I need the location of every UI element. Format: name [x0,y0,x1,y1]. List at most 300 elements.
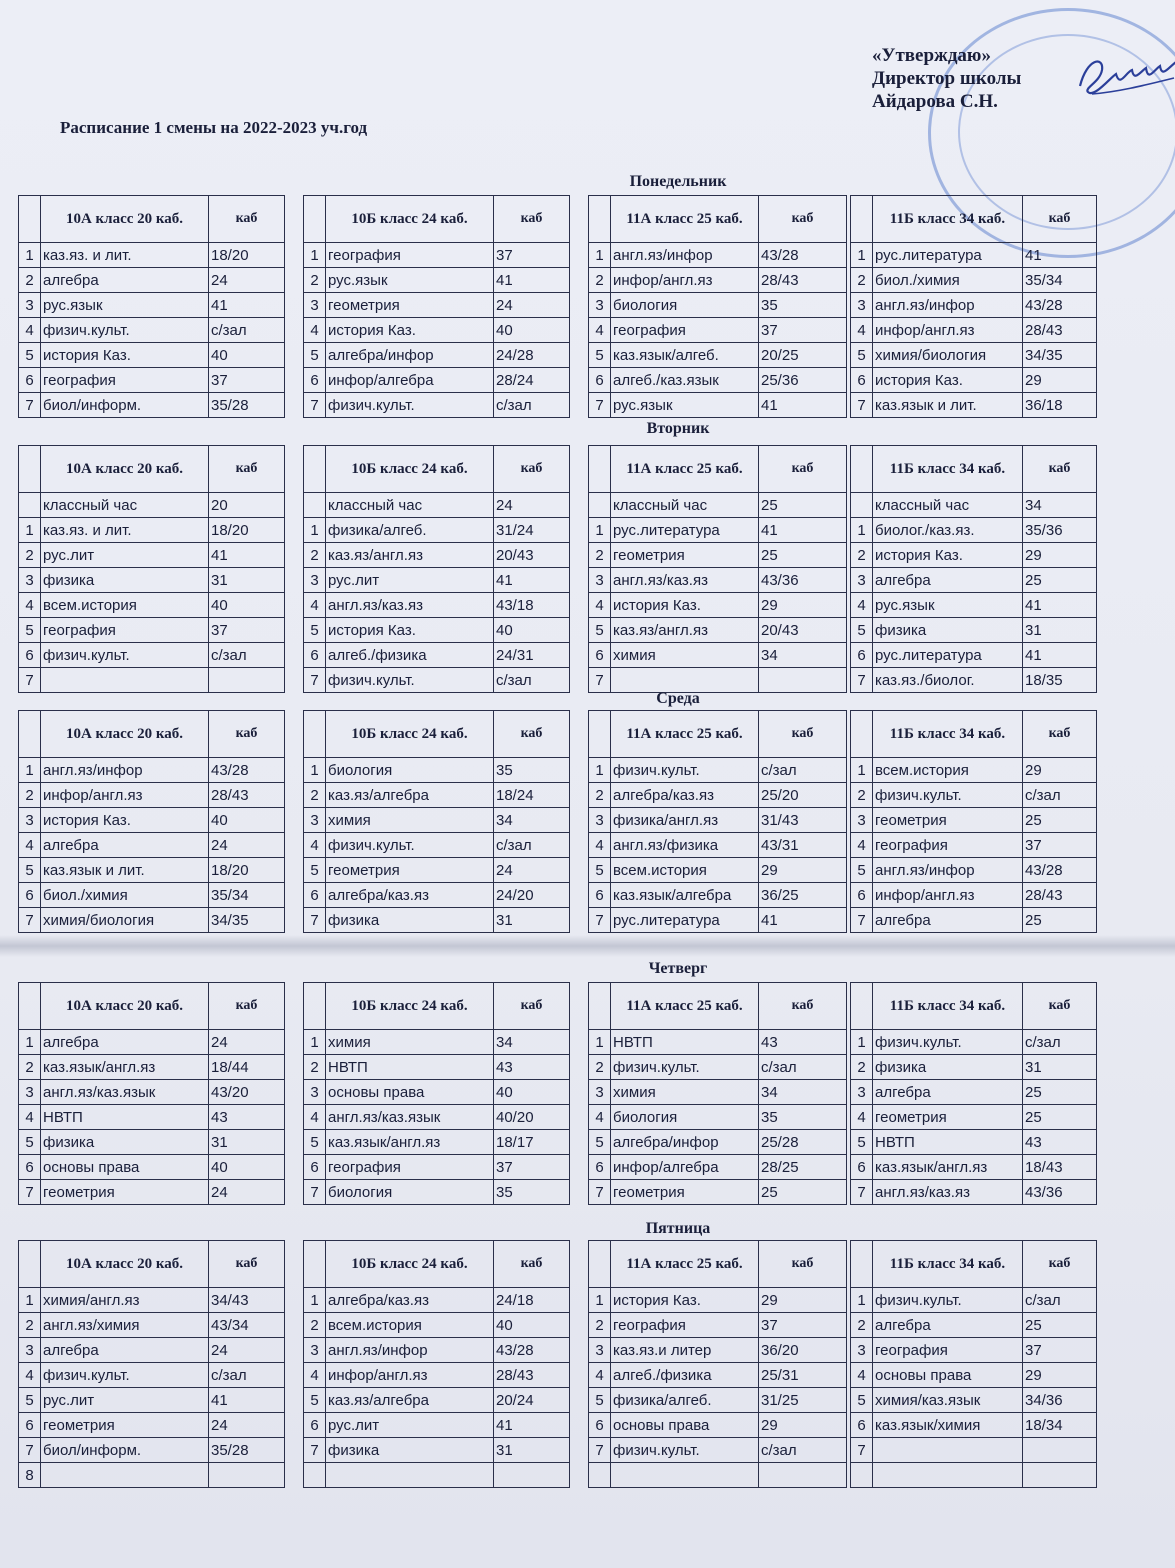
room-header: каб [759,446,847,493]
room: с/зал [759,758,847,783]
lesson-number: 4 [589,593,611,618]
class-schedule-table [588,982,847,1205]
header-empty-cell [304,196,326,243]
lesson-number: 7 [19,908,41,933]
room: 35/36 [1023,518,1097,543]
room: 18/20 [209,518,285,543]
lesson-row [589,643,847,668]
subject: алгебра/каз.яз [326,1288,494,1313]
room: 41 [494,568,570,593]
room: 24 [209,268,285,293]
room: 41 [209,293,285,318]
lesson-row [589,343,847,368]
lesson-row [304,568,570,593]
lesson-number: 7 [19,393,41,418]
subject: физич.культ. [611,1055,759,1080]
lesson-row [589,1338,847,1363]
lesson-number [851,493,873,518]
subject: основы права [326,1080,494,1105]
lesson-row [589,293,847,318]
subject: география [873,1338,1023,1363]
subject: рус.лит [326,1413,494,1438]
lesson-number: 5 [304,858,326,883]
lesson-number: 5 [19,343,41,368]
lesson-row [304,668,570,693]
subject: классный час [326,493,494,518]
lesson-row [304,268,570,293]
lesson-number: 3 [589,1338,611,1363]
subject: биология [326,1180,494,1205]
room: 18/20 [209,858,285,883]
room: 25/31 [759,1363,847,1388]
room: 29 [759,593,847,618]
lesson-number: 2 [304,1055,326,1080]
lesson-number: 2 [19,543,41,568]
lesson-number: 4 [589,833,611,858]
subject: англ.яз/каз.яз [873,1180,1023,1205]
lesson-number: 4 [851,833,873,858]
room: 29 [1023,543,1097,568]
lesson-number: 3 [19,568,41,593]
class-name: 10А класс 20 каб. [41,196,209,243]
lesson-row [851,318,1097,343]
lesson-row [19,618,285,643]
lesson-number: 3 [589,808,611,833]
lesson-row [589,808,847,833]
class-name: 10А класс 20 каб. [41,1241,209,1288]
subject: рус.язык [873,593,1023,618]
lesson-number: 7 [19,668,41,693]
subject: алгеб./каз.язык [611,368,759,393]
lesson-row [589,668,847,693]
lesson-row [851,268,1097,293]
lesson-number: 7 [304,393,326,418]
approval-line-2: Директор школы [872,68,1022,89]
room: 24 [209,1338,285,1363]
class-schedule-table [588,445,847,693]
room: с/зал [1023,783,1097,808]
lesson-number: 5 [851,1130,873,1155]
subject: англ.яз/инфор [611,243,759,268]
lesson-row [589,1030,847,1055]
lesson-row [851,883,1097,908]
room: 41 [209,543,285,568]
lesson-row [589,883,847,908]
header-empty-cell [19,711,41,758]
lesson-number: 1 [589,243,611,268]
subject: рус.литература [873,643,1023,668]
subject: каз.яз./биолог. [873,668,1023,693]
lesson-number: 7 [304,668,326,693]
lesson-row [851,643,1097,668]
lesson-row [851,293,1097,318]
subject: каз.язык и лит. [41,858,209,883]
lesson-number: 5 [304,618,326,643]
room: 24 [494,293,570,318]
room: 34 [494,1030,570,1055]
subject: англ.яз/инфор [41,758,209,783]
lesson-row [851,1363,1097,1388]
header-empty-cell [851,196,873,243]
lesson-row [851,833,1097,858]
lesson-row [19,758,285,783]
class-name: 11А класс 25 каб. [611,983,759,1030]
lesson-row [19,1155,285,1180]
room: 20 [209,493,285,518]
room: 40 [494,318,570,343]
lesson-row [19,643,285,668]
room: 43 [209,1105,285,1130]
room: 24 [209,1413,285,1438]
lesson-number: 1 [304,758,326,783]
lesson-row [304,618,570,643]
room-header: каб [494,1241,570,1288]
lesson-number: 3 [19,293,41,318]
subject: химия/биология [41,908,209,933]
room: 24/18 [494,1288,570,1313]
lesson-row [19,1105,285,1130]
lesson-number: 1 [589,1288,611,1313]
room: 31/24 [494,518,570,543]
class-name: 10Б класс 24 каб. [326,711,494,758]
lesson-row [851,243,1097,268]
subject: география [41,618,209,643]
subject: каз.яз/алгебра [326,1388,494,1413]
class-schedule-table [850,195,1097,418]
room: 20/24 [494,1388,570,1413]
subject: англ.яз/каз.язык [41,1080,209,1105]
lesson-row [589,1388,847,1413]
header-empty-cell [19,196,41,243]
room: 43/28 [209,758,285,783]
lesson-row [851,1288,1097,1313]
class-name: 10Б класс 24 каб. [326,1241,494,1288]
header-empty-cell [19,983,41,1030]
room: 43 [494,1055,570,1080]
room: 41 [1023,643,1097,668]
room: 25 [759,493,847,518]
subject: физика [41,568,209,593]
lesson-row [589,368,847,393]
lesson-row [19,783,285,808]
room: 40 [494,1080,570,1105]
room: 20/25 [759,343,847,368]
room: 25 [1023,1105,1097,1130]
subject: классный час [611,493,759,518]
lesson-number: 6 [589,883,611,908]
lesson-number: 5 [19,1388,41,1413]
subject [41,668,209,693]
room: 43/36 [1023,1180,1097,1205]
lesson-row [589,1413,847,1438]
lesson-row [589,618,847,643]
room-header: каб [759,1241,847,1288]
lesson-number: 3 [851,568,873,593]
room: с/зал [209,643,285,668]
lesson-number: 3 [851,293,873,318]
lesson-row [19,1413,285,1438]
lesson-number: 7 [851,393,873,418]
subject: химия/биология [873,343,1023,368]
subject: биол./химия [41,883,209,908]
lesson-row [304,543,570,568]
header-empty-cell [589,983,611,1030]
lesson-number: 4 [851,593,873,618]
lesson-number: 6 [19,883,41,908]
lesson-row [304,368,570,393]
class-name: 10Б класс 24 каб. [326,983,494,1030]
subject: физика [873,618,1023,643]
lesson-number: 6 [304,368,326,393]
subject: англ.яз/химия [41,1313,209,1338]
subject: основы права [873,1363,1023,1388]
day-label: Вторник [646,420,710,437]
subject: история Каз. [611,1288,759,1313]
lesson-row [589,1155,847,1180]
room: 24 [494,493,570,518]
lesson-row [589,493,847,518]
subject: НВТП [41,1105,209,1130]
lesson-number: 6 [19,1155,41,1180]
lesson-row [851,1313,1097,1338]
room: 37 [1023,1338,1097,1363]
room: 18/34 [1023,1413,1097,1438]
lesson-number: 6 [19,1413,41,1438]
room-header: каб [1023,196,1097,243]
lesson-number: 7 [851,1438,873,1463]
subject: классный час [41,493,209,518]
lesson-number: 5 [304,1130,326,1155]
subject: история Каз. [611,593,759,618]
lesson-number: 2 [19,1055,41,1080]
subject: алгебра/каз.яз [611,783,759,808]
lesson-number: 6 [851,368,873,393]
subject: биол/информ. [41,1438,209,1463]
lesson-row [304,1055,570,1080]
room: 34 [1023,493,1097,518]
room: 35 [759,293,847,318]
header-empty-cell [19,446,41,493]
lesson-row [304,833,570,858]
room: 43 [759,1030,847,1055]
subject: физика/англ.яз [611,808,759,833]
subject: рус.литература [611,518,759,543]
subject: алгебра [873,1080,1023,1105]
room-header: каб [759,983,847,1030]
lesson-row [304,908,570,933]
lesson-row [19,368,285,393]
subject: биология [326,758,494,783]
header-empty-cell [851,446,873,493]
lesson-number: 6 [851,883,873,908]
subject: физич.культ. [41,643,209,668]
subject: всем.история [873,758,1023,783]
lesson-row [304,518,570,543]
subject: рус.лит [326,568,494,593]
lesson-number: 3 [304,1080,326,1105]
lesson-row [304,393,570,418]
class-name: 11А класс 25 каб. [611,196,759,243]
subject: физич.культ. [873,783,1023,808]
subject: НВТП [326,1055,494,1080]
subject: каз.яз/алгебра [326,783,494,808]
lesson-number: 3 [19,1080,41,1105]
subject: геометрия [41,1180,209,1205]
class-name: 10А класс 20 каб. [41,711,209,758]
subject: физич.культ. [326,833,494,858]
room: 35/28 [209,393,285,418]
room: 28/43 [1023,883,1097,908]
lesson-row [19,543,285,568]
lesson-row [589,1180,847,1205]
lesson-number: 7 [304,908,326,933]
room: 35 [759,1105,847,1130]
room: 37 [759,318,847,343]
day-label: Четверг [648,960,708,977]
header-empty-cell [851,1241,873,1288]
lesson-number: 7 [589,668,611,693]
director-signature [1072,48,1175,108]
room: 31 [1023,618,1097,643]
lesson-row [19,243,285,268]
room [759,1463,847,1488]
header-empty-cell [589,711,611,758]
room: 29 [1023,368,1097,393]
lesson-row [851,368,1097,393]
subject: алгебра/инфор [611,1130,759,1155]
subject: история Каз. [41,343,209,368]
lesson-number: 1 [589,758,611,783]
lesson-number: 5 [19,1130,41,1155]
lesson-row [851,668,1097,693]
lesson-row [304,858,570,883]
subject: география [326,1155,494,1180]
lesson-row [589,858,847,883]
lesson-row [19,1338,285,1363]
lesson-row [851,1180,1097,1205]
header-empty-cell [589,196,611,243]
subject: алгеб./физика [326,643,494,668]
room [209,1463,285,1488]
lesson-number [589,493,611,518]
room: 29 [759,1288,847,1313]
room-header: каб [209,196,285,243]
lesson-row [304,883,570,908]
room: 43/20 [209,1080,285,1105]
lesson-number: 5 [851,858,873,883]
room: 31/25 [759,1388,847,1413]
room: 20/43 [494,543,570,568]
lesson-row [589,1130,847,1155]
class-schedule-table [18,982,285,1205]
lesson-number: 7 [589,393,611,418]
subject: история Каз. [873,368,1023,393]
lesson-number: 2 [851,268,873,293]
lesson-row [304,318,570,343]
lesson-row [304,243,570,268]
subject: всем.история [326,1313,494,1338]
subject: физич.культ. [611,758,759,783]
lesson-row [851,568,1097,593]
lesson-number: 1 [304,1030,326,1055]
lesson-row [851,1463,1097,1488]
room-header: каб [494,196,570,243]
subject: инфор/англ.яз [326,1363,494,1388]
subject: физика/алгеб. [611,1388,759,1413]
day-label: Пятница [645,1220,711,1237]
room: 24/31 [494,643,570,668]
lesson-number: 3 [851,1338,873,1363]
room-header: каб [759,196,847,243]
room: 34/35 [209,908,285,933]
room: 35/34 [209,883,285,908]
room: 34 [759,643,847,668]
room: 18/24 [494,783,570,808]
room: 37 [1023,833,1097,858]
subject: НВТП [873,1130,1023,1155]
header-empty-cell [19,1241,41,1288]
lesson-number: 4 [304,1363,326,1388]
room-header: каб [759,711,847,758]
subject: каз.язык/химия [873,1413,1023,1438]
room: 25 [1023,908,1097,933]
lesson-number: 5 [19,858,41,883]
room: с/зал [209,1363,285,1388]
lesson-row [851,1388,1097,1413]
class-name: 11Б класс 34 каб. [873,446,1023,493]
subject: каз.язык/англ.яз [326,1130,494,1155]
lesson-row [851,858,1097,883]
room: 25/20 [759,783,847,808]
room: 37 [494,243,570,268]
lesson-number: 1 [19,518,41,543]
room [209,668,285,693]
subject: классный час [873,493,1023,518]
subject [873,1438,1023,1463]
subject: химия/англ.яз [41,1288,209,1313]
lesson-row [589,1438,847,1463]
approval-line-1: «Утверждаю» [872,45,991,66]
subject: англ.яз/инфор [326,1338,494,1363]
room: 25 [1023,1080,1097,1105]
lesson-number: 1 [851,1030,873,1055]
lesson-row [851,783,1097,808]
class-schedule-table [588,195,847,418]
room: 28/43 [209,783,285,808]
class-name: 11Б класс 34 каб. [873,196,1023,243]
subject: рус.лит [41,1388,209,1413]
subject [611,668,759,693]
room: 37 [209,618,285,643]
room-header: каб [1023,1241,1097,1288]
lesson-row [851,618,1097,643]
lesson-row [19,1055,285,1080]
lesson-number: 7 [589,1180,611,1205]
subject: физич.культ. [873,1288,1023,1313]
lesson-number: 1 [304,1288,326,1313]
lesson-number [851,1463,873,1488]
subject: алгебра [41,268,209,293]
lesson-row [19,318,285,343]
subject: химия [611,643,759,668]
lesson-number: 4 [851,1363,873,1388]
lesson-row [19,293,285,318]
room: 43/36 [759,568,847,593]
room: 29 [1023,1363,1097,1388]
lesson-number: 2 [19,1313,41,1338]
subject: рус.язык [326,268,494,293]
subject: физика [41,1130,209,1155]
